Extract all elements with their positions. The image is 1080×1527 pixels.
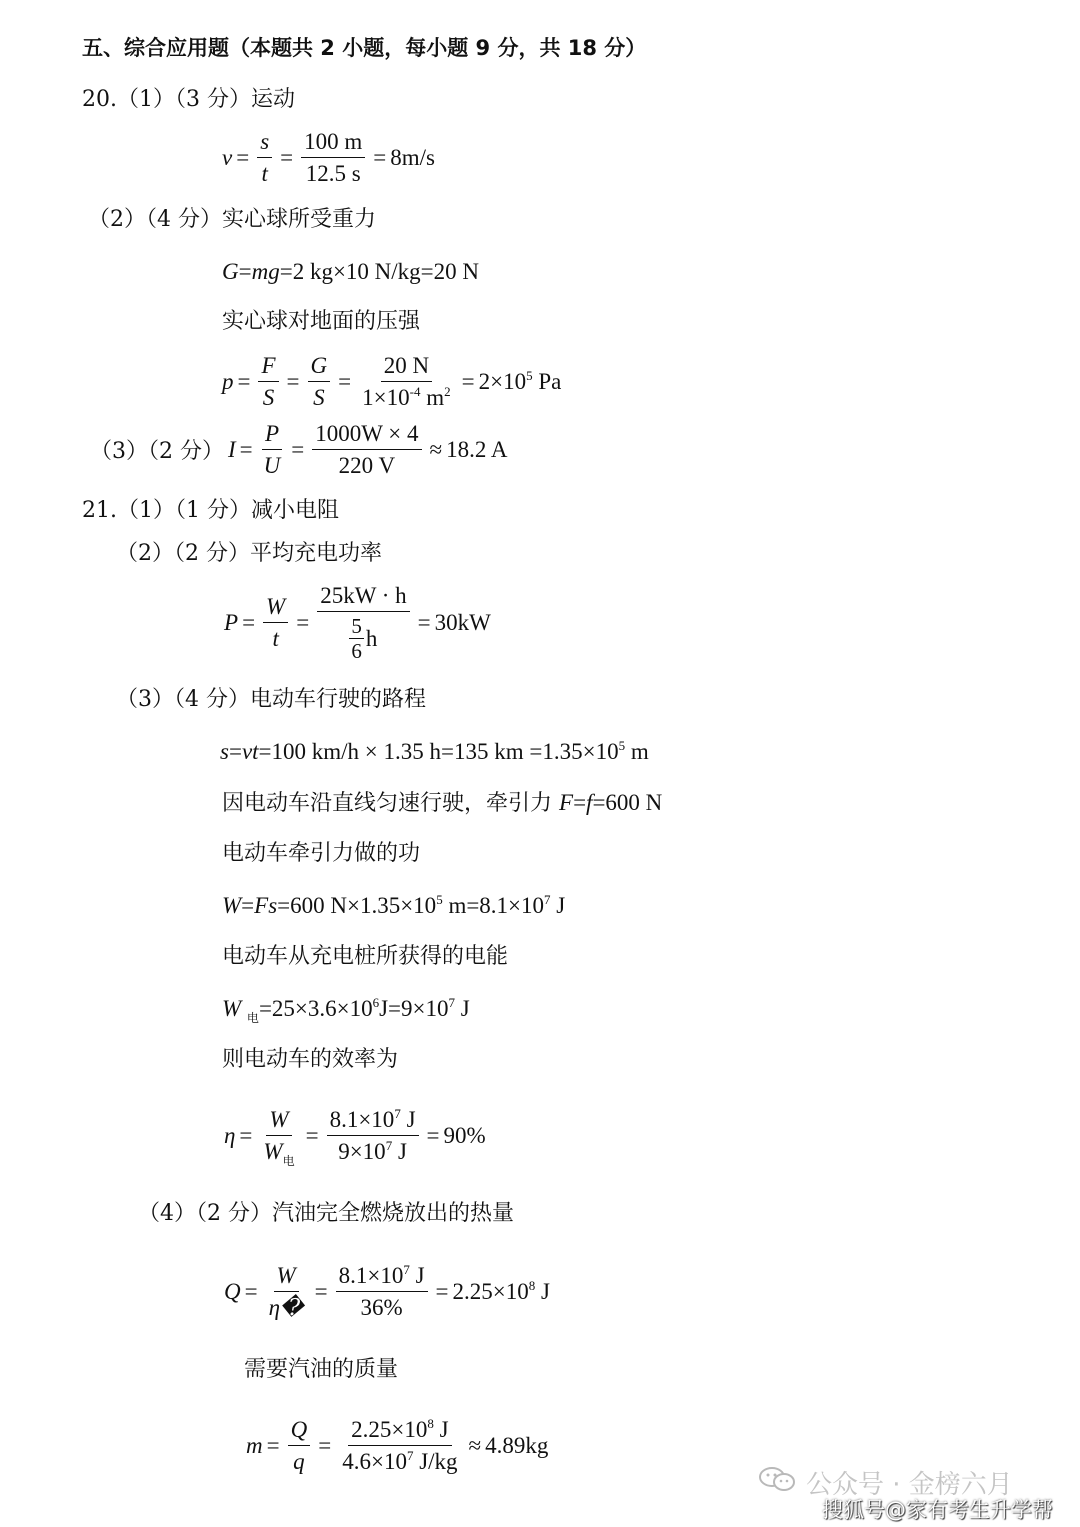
q20-velocity-equation: v = $\frac{s}{t}$ = $\frac{100 m}{12.5 s}$ = 8m/s — [222, 129, 435, 186]
q21-heat-equation: Q = $\frac{W}{\eta�}$ = $\frac{8.1\times 10^7 J}{36\%}$ = $2.25\times 10^8$ J — [224, 1262, 550, 1320]
fraction: $\frac{8.1\times 10^7 J}{9\times 10^7 J}$ — [327, 1106, 419, 1165]
q21-energy-formula: W $_电=25\times 3.6\times 10^6J=9\times 10^7$ J — [222, 995, 470, 1025]
fraction: $\frac{s}{t}$ — [257, 128, 272, 187]
q21-work-formula: W=Fs=600 $N\times 1.35\times 10^5$ $m=8.1\times 10^7$ J — [222, 892, 566, 918]
q21-efficiency-equation: η = $\frac{W}{W_电}$ = $\frac{8.1\times 10^7 J}{9\times 10^7 J}$ = 90% — [224, 1106, 486, 1168]
q21-part3-label: （3）（4 分）电动车行驶的路程 — [116, 687, 426, 712]
fraction: $\frac{20 N}{1\times 10^{-4} m^2}$ — [362, 353, 451, 410]
section-heading: 五、综合应用题（本题共 2 小题，每小题 9 分，共 18 分） — [82, 36, 647, 60]
q21-power-equation: P = $\frac{W}{t}$ = 25kW · h $\frac{5}{6}$ h = 30kW — [224, 583, 491, 663]
wechat-icon — [758, 1466, 798, 1492]
fraction: $\frac{G}{S}$ — [308, 352, 331, 411]
fraction: $\frac{F}{S}$ — [258, 352, 278, 411]
q21-work-label: 电动车牵引力做的功 — [222, 841, 421, 866]
fraction: $\frac{100 m}{12.5 s}$ — [301, 128, 365, 187]
fraction: $\frac{P}{U}$ — [263, 421, 281, 478]
q20-part2-label: （2）（4 分）实心球所受重力 — [88, 207, 376, 232]
eq-result: $2\times 10^5$ Pa — [478, 367, 562, 394]
q20-pressure-equation: p = $\frac{F}{S}$ = $\frac{G}{S}$ = $\frac{20 N}{1\times 10^{-4} m^2}$ = $2\times 10^5$ Pa — [222, 353, 562, 410]
fraction: $\frac{1000W \times 4}{220 V}$ — [312, 420, 421, 479]
q21-mass-equation: m = $\frac{Q}{q}$ = $\frac{2.25\times 10^8 J}{4.6\times 10^7 J/kg}$ ≈ 4.89kg — [246, 1416, 549, 1474]
watermark-sohu: 搜狐号@家有考生升学帮 — [822, 1498, 1053, 1522]
q21-part2-label: （2）（2 分）平均充电功率 — [116, 541, 382, 566]
q21-force-line: 因电动车沿直线匀速行驶，牵引力 F=f=600 N — [222, 790, 663, 816]
eq-lhs: v — [222, 144, 233, 170]
watermark-wechat: 公众号 · 金榜六月 — [806, 1470, 1013, 1500]
q21-energy-label: 电动车从充电桩所获得的电能 — [222, 944, 509, 969]
fraction: $\frac{W}{t}$ — [263, 593, 288, 652]
q20-pressure-label: 实心球对地面的压强 — [222, 309, 421, 334]
q21-distance-formula: s=vt=100 km/h × 1.35 h=135 km $=1.35\times 10^5$ m — [220, 738, 649, 764]
fraction: $\frac{2.25\times 10^8 J}{4.6\times 10^7 J/kg}$ — [342, 1416, 458, 1474]
fraction: $\frac{W}{\eta�}$ — [268, 1263, 304, 1320]
fraction: $\frac{W}{W_电}$ — [263, 1107, 295, 1168]
q21-part1-label: 21.（1）（1 分）减小电阻 — [82, 498, 339, 523]
q21-part4-label: （4）（2 分）汽油完全燃烧放出的热量 — [138, 1201, 514, 1226]
q20-part1-label: 20.（1）（3 分）运动 — [82, 87, 295, 112]
fraction: $\frac{8.1\times 10^7 J}{36\%}$ — [336, 1262, 428, 1321]
q20-current-equation: （3）（2 分） I = $\frac{P}{U}$ = $\frac{1000W \times 4}{220 V}$ ≈ 18.2 A — [90, 421, 508, 478]
eq-result: 8m/s — [390, 144, 435, 170]
q20-gravity-formula: G=mg=2 kg×10 N/kg=20 N — [222, 259, 480, 284]
q21-mass-label: 需要汽油的质量 — [244, 1357, 399, 1382]
fraction: 25kW · h $\frac{5}{6}$ h — [317, 582, 409, 663]
fraction: $\frac{Q}{q}$ — [288, 1416, 311, 1475]
q21-efficiency-label: 则电动车的效率为 — [222, 1047, 399, 1072]
